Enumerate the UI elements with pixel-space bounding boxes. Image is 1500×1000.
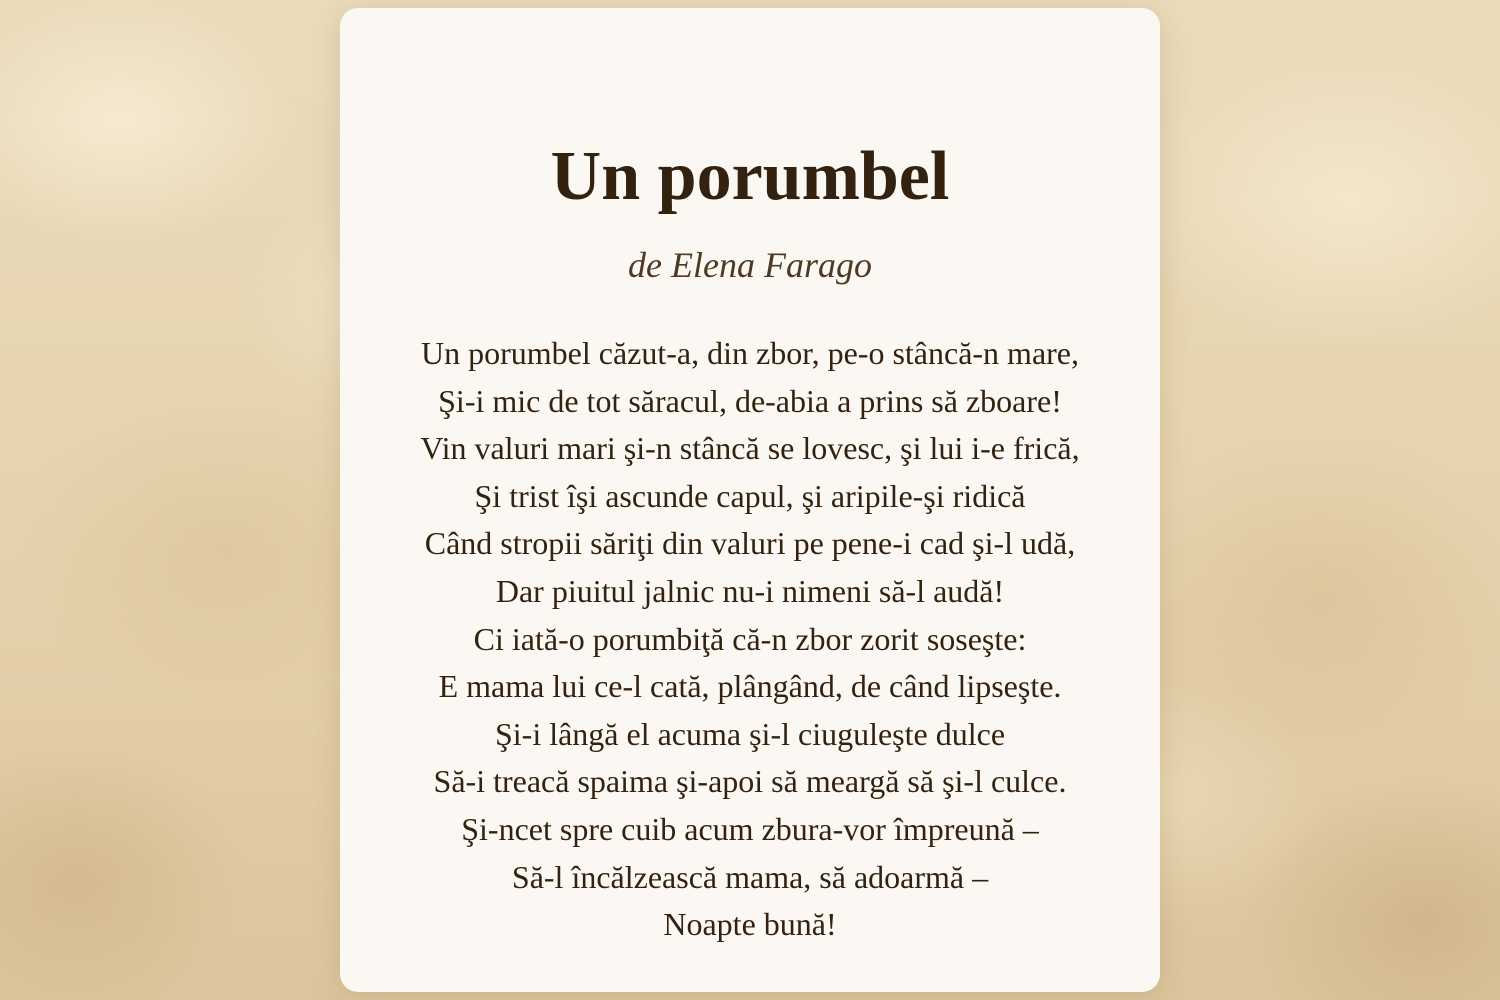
poem-line: Şi trist îşi ascunde capul, şi aripile-şi ridică [474, 477, 1026, 514]
poem-author: de Elena Farago [628, 245, 872, 285]
poem-line: Şi-i lângă el acuma şi-l ciuguleşte dulce [494, 715, 1006, 752]
poem-card [340, 8, 1160, 992]
poem-line: Să-i treacă spaima şi-apoi să meargă să şi-l culce. [433, 763, 1067, 800]
poem-body [340, 330, 1160, 949]
poem-line: Şi-i mic de tot săracul, de-abia a prins să zboare! [438, 382, 1062, 419]
poem-line: Să-l încălzească mama, să adoarmă – [511, 858, 989, 895]
poem-line: Ci iată-o porumbiţă că-n zbor zorit soseşte: [473, 620, 1027, 657]
poem-line: Şi-ncet spre cuib acum zbura-vor împreună – [461, 810, 1039, 847]
poem-line: Dar piuitul jalnic nu-i nimeni să-l audă! [495, 572, 1005, 609]
poem-line: E mama lui ce-l cată, plângând, de când lipseşte. [438, 668, 1062, 705]
poem-line: Noapte bună! [663, 906, 837, 943]
poem-line: Un porumbel căzut-a, din zbor, pe-o stâncă-n mare, [421, 335, 1079, 371]
poem-line: Când stropii săriţi din valuri pe pene-i cad şi-l udă, [424, 525, 1076, 562]
poem-line: Vin valuri mari şi-n stâncă se lovesc, şi lui i-e frică, [420, 430, 1080, 467]
poem-title: Un porumbel [550, 138, 950, 215]
